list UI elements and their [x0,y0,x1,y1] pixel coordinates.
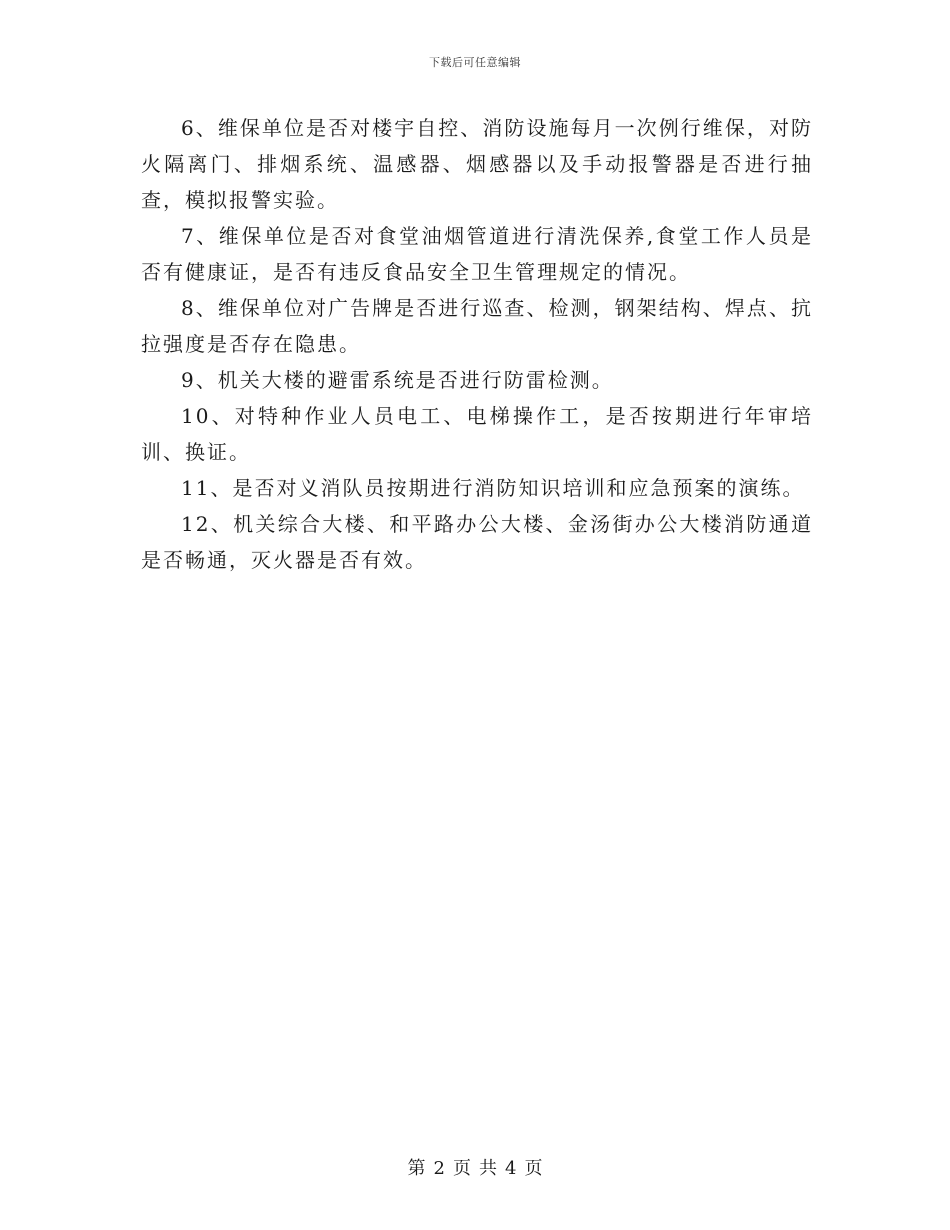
paragraph-item-9: 9、机关大楼的避雷系统是否进行防雷检测。 [181,368,614,392]
paragraph-item-10: 10、对特种作业人员电工、电梯操作工，是否按期进行年审培训、换证。 [141,404,813,464]
footer-current-page: 2 [433,1158,445,1179]
paragraph-item-12: 12、机关综合大楼、和平路办公大楼、金汤街办公大楼消防通道是否畅通，灭火器是否有效。 [141,512,813,572]
paragraph-item-8: 8、维保单位对广告牌是否进行巡查、检测，钢架结构、焊点、抗拉强度是否存在隐患。 [141,296,813,356]
paragraph-item-6: 6、维保单位是否对楼宇自控、消防设施每月一次例行维保，对防火隔离门、排烟系统、温感器、烟感器以及手动报警器是否进行抽查，模拟报警实验。 [141,116,813,212]
page-header: 下载后可任意编辑 [429,56,521,69]
paragraph-item-11: 11、是否对义消队员按期进行消防知识培训和应急预案的演练。 [181,476,805,500]
page-footer [0,1154,950,1180]
footer-total-unit: 页 [524,1158,543,1179]
footer-page-unit: 页 [453,1158,471,1179]
footer-total-label: 共 [479,1158,497,1179]
document-body [141,110,813,578]
footer-total-pages: 4 [505,1158,517,1179]
paragraph-item-7: 7、维保单位是否对食堂油烟管道进行清洗保养,食堂工作人员是否有健康证，是否有违反食品安全卫生管理规定的情况。 [141,224,813,284]
footer-page-label: 第 [407,1158,426,1179]
